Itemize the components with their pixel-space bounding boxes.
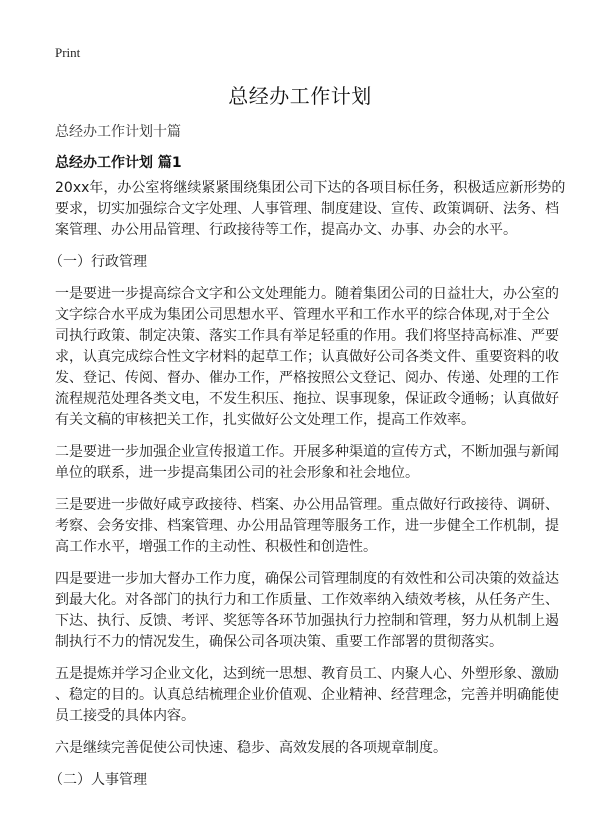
text-line: 要求，切实加强综合文字处理、人事管理、制度建设、宣传、政策调研、法务、档 bbox=[55, 201, 559, 217]
text-line: 制执行不力的情况发生，确保公司各项决策、重要工作部署的贯彻落实。 bbox=[55, 634, 503, 650]
text-line: 二是要进一步加强企业宣传报道工作。开展多种渠道的宣传方式，不断加强与新闻 bbox=[55, 444, 559, 460]
paragraph-item-5 bbox=[55, 664, 559, 727]
paragraph-item-3 bbox=[55, 495, 559, 558]
text-line: 下达、执行、反馈、考评、奖惩等各环节加强执行力控制和管理，努力从机制上遏 bbox=[55, 613, 559, 629]
text-line: 文字综合水平成为集团公司思想水平、管理水平和工作水平的综合体现,对于全公 bbox=[55, 307, 550, 323]
document-body bbox=[49, 178, 566, 802]
sub-heading-admin: （一）行政管理 bbox=[49, 254, 147, 270]
text-line: 有关文稿的审核把关工作，扎实做好公文处理工作，提高工作效率。 bbox=[55, 412, 475, 428]
text-line: 司执行政策、制定决策、落实工作具有举足轻重的作用。我们将坚持高标准、严要 bbox=[55, 328, 559, 344]
text-line: 高工作水平，增强工作的主动性、积极性和创造性。 bbox=[55, 539, 377, 555]
document-title: 总经办工作计划 bbox=[228, 84, 372, 108]
text-line: 案管理、办公用品管理、行政接待等工作，提高办文、办事、办会的水平。 bbox=[55, 222, 517, 238]
text-line: 流程规范处理各类文电，不发生积压、拖拉、误事现象，保证政令通畅；认真做好 bbox=[55, 391, 559, 407]
text-line: 发、登记、传阅、督办、催办工作，严格按照公文登记、阅办、传递、处理的工作 bbox=[55, 370, 559, 386]
text-line: 到最大化。对各部门的执行力和工作质量、工作效率纳入绩效考核，从任务产生、 bbox=[55, 592, 559, 608]
text-line: 五是提炼并学习企业文化，达到统一思想、教育员工、内聚人心、外塑形象、激励 bbox=[55, 666, 559, 682]
text-line: 、稳定的目的。认真总结梳理企业价值观、企业精神、经营理念，完善并明确能使 bbox=[55, 687, 559, 703]
text-line: 求，认真完成综合性文字材料的起草工作；认真做好公司各类文件、重要资料的收 bbox=[55, 349, 559, 365]
intro-paragraph bbox=[55, 178, 566, 241]
text-line: 三是要进一步做好咸亨政接待、档案、办公用品管理。重点做好行政接待、调研、 bbox=[55, 497, 559, 513]
text-line: 20xx年，办公室将继续紧紧围绕集团公司下达的各项目标任务，积极适应新形势的 bbox=[55, 180, 566, 196]
text-line: 四是要进一步加大督办工作力度，确保公司管理制度的有效性和公司决策的效益达 bbox=[55, 571, 559, 587]
sub-heading-hr: （二）人事管理 bbox=[49, 772, 147, 788]
document-subtitle: 总经办工作计划十篇 bbox=[55, 124, 181, 140]
paragraph-item-4 bbox=[55, 569, 559, 653]
paragraph-item-1 bbox=[55, 284, 559, 431]
text-line: 单位的联系，进一步提高集团公司的社会形象和社会地位。 bbox=[55, 465, 419, 481]
text-line: 六是继续完善促使公司快速、稳步、高效发展的各项规章制度。 bbox=[55, 740, 447, 756]
section-heading: 总经办工作计划 篇1 bbox=[55, 155, 182, 171]
paragraph-item-6 bbox=[55, 738, 545, 759]
paragraph-item-2 bbox=[55, 442, 559, 484]
text-line: 考察、会务安排、档案管理、办公用品管理等服务工作，进一步健全工作机制，提 bbox=[55, 518, 559, 534]
print-label: Print bbox=[55, 45, 81, 60]
text-line: 一是要进一步提高综合文字和公文处理能力。随着集团公司的日益壮大，办公室的 bbox=[55, 286, 559, 302]
text-line: 员工接受的具体内容。 bbox=[55, 708, 195, 724]
